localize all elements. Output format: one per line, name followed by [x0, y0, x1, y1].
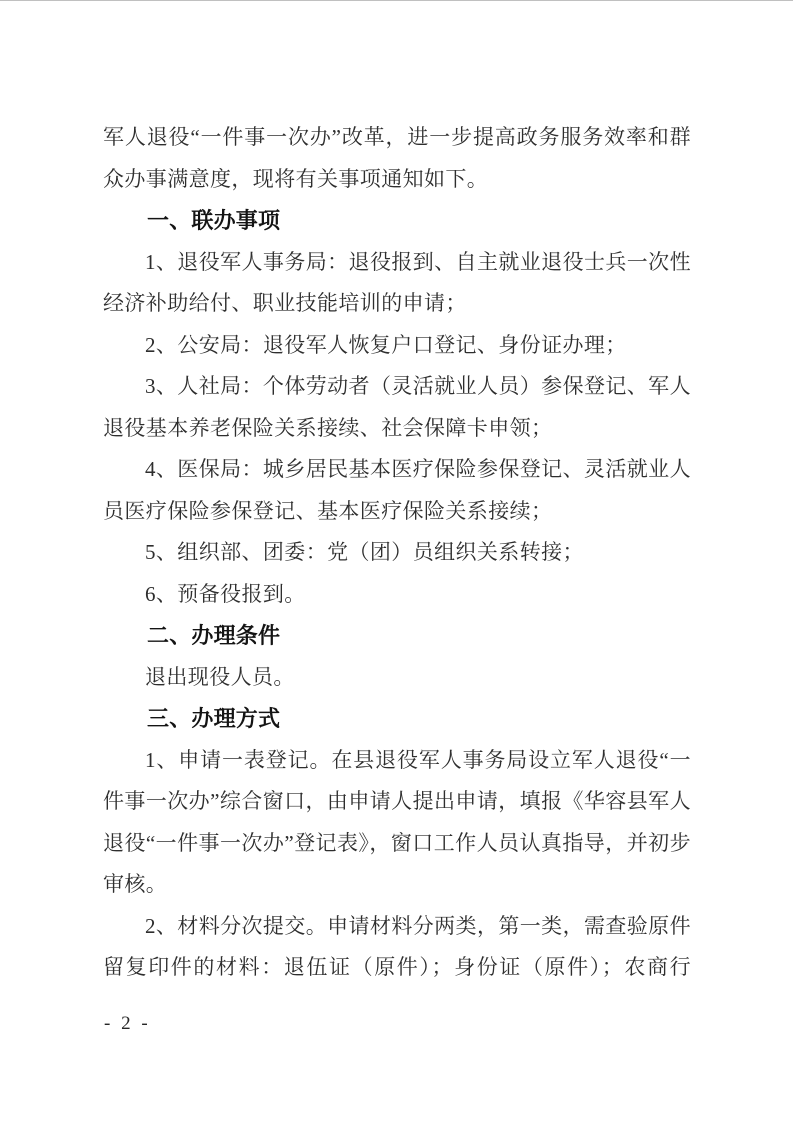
page-number: - 2 -: [104, 1013, 151, 1034]
item-5-paragraph: 5、组织部、团委：党（团）员组织关系转接；: [145, 540, 584, 564]
item-1-paragraph: 1、退役军人事务局：退役报到、自主就业退役士兵一次性经济补助给付、职业技能培训的申请；: [103, 249, 691, 315]
item-4-paragraph: 4、医保局：城乡居民基本医疗保险参保登记、灵活就业人员医疗保险参保登记、基本医疗保险关系接续；: [103, 457, 691, 523]
section-1-heading: 一、联办事项: [147, 208, 281, 233]
section-2-body-paragraph: 退出现役人员。: [145, 664, 295, 689]
section-3-item-1-paragraph: 1、申请一表登记。在县退役军人事务局设立军人退役“一件事一次办”综合窗口，由申请人提出申请，填报《华容县军人退役“一件事一次办”登记表》，窗口工作人员认真指导，并初步审核。: [103, 747, 691, 896]
section-3-item-2-paragraph: 2、材料分次提交。申请材料分两类，第一类，需查验原件留复印件的材料：退伍证（原件）；身份证（原件）；农商行: [103, 913, 691, 979]
document-body: [103, 117, 691, 989]
section-3-heading: 三、办理方式: [147, 706, 281, 731]
item-3-paragraph: 3、人社局：个体劳动者（灵活就业人员）参保登记、军人退役基本养老保险关系接续、社会保障卡申领；: [103, 374, 691, 440]
item-6-paragraph: 6、预备役报到。: [145, 581, 306, 606]
continuation-paragraph: 军人退役“一件事一次办”改革，进一步提高政务服务效率和群众办事满意度，现将有关事项通知如下。: [103, 125, 691, 191]
section-2-heading: 二、办理条件: [147, 623, 281, 648]
item-2-paragraph: 2、公安局：退役军人恢复户口登记、身份证办理；: [145, 332, 627, 357]
